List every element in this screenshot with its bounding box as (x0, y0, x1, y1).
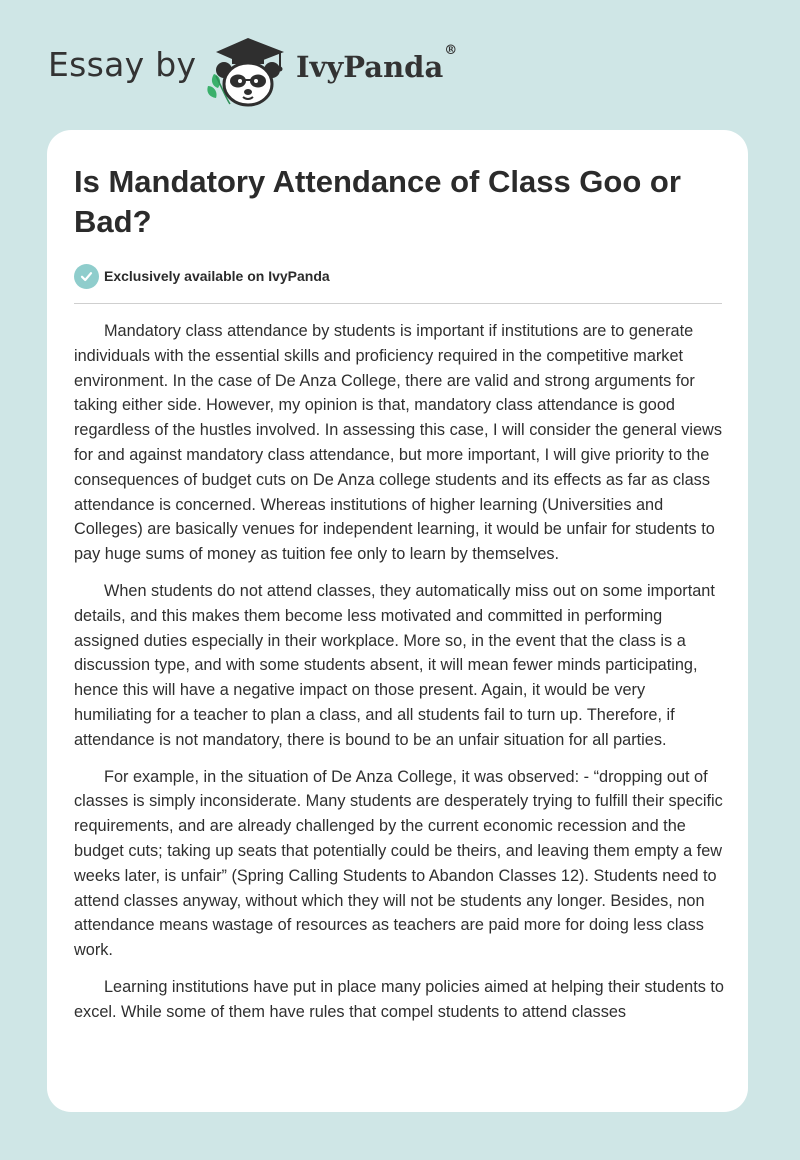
essay-title: Is Mandatory Attendance of Class Goo or Bad? (74, 164, 681, 239)
essay-by-label: Essay by (48, 45, 197, 84)
check-icon (74, 264, 99, 289)
paragraph: Learning institutions have put in place many policies aimed at helping their students to excel. While some of them have rules that compel students to attend classes (74, 977, 724, 1021)
title-divider (74, 303, 722, 304)
paragraph: For example, in the situation of De Anza College, it was observed: - “dropping out of classes is simply inconsiderate. Many students are desperately trying to fulfill their specific requirements, and are already challenged by the current economic recession and the budget cuts; taking up seats that potentially could be theirs, and leaving them empty a few weeks later, is unfair” (Spring Calling Students to Abandon Classes 12). Students need to attend classes anyway, without which they will not be students any longer. Besides, non attendance means wastage of resources as teachers are paid more for doing less class work. (74, 767, 723, 960)
exclusive-badge (74, 263, 330, 289)
paragraph: Mandatory class attendance by students is important if institutions are to generate individuals with the essential skills and proficiency required in the competitive market environment. In the case of De Anza College, there are valid and strong arguments for taking either side. However, my opinion is that, mandatory class attendance is good regardless of the hustles involved. In assessing this case, I will consider the general views for and against mandatory class attendance, but more important, I will give priority to the consequences of budget cuts on De Anza college students and its effects as far as class attendance is concerned. Whereas institutions of higher learning (Universities and Colleges) are basically venues for independent learning, it would be unfair for students to pay huge sums of money as tuition fee only to learn by themselves. (74, 322, 722, 564)
panda-graduate-logo-icon[interactable] (200, 36, 292, 108)
essay-body (74, 319, 726, 1037)
exclusive-label: Exclusively available on IvyPanda (104, 268, 330, 284)
brand-name[interactable] (296, 43, 458, 84)
registered-mark: ® (444, 43, 458, 59)
paragraph: When students do not attend classes, they automatically miss out on some important details, and this makes them become less motivated and committed in performing assigned duties especially in their workplace. More so, in the event that the class is a discussion type, and with some students absent, it will mean fewer minds participating, hence this will have a negative impact on those present. Again, it would be very humiliating for a teacher to plan a class, and all students fail to turn up. Therefore, if attendance is not mandatory, there is bound to be an unfair situation for all parties. (74, 581, 715, 749)
site-header (0, 0, 800, 120)
brand-name-text: IvyPanda (296, 50, 444, 84)
essay-card (47, 130, 748, 1112)
